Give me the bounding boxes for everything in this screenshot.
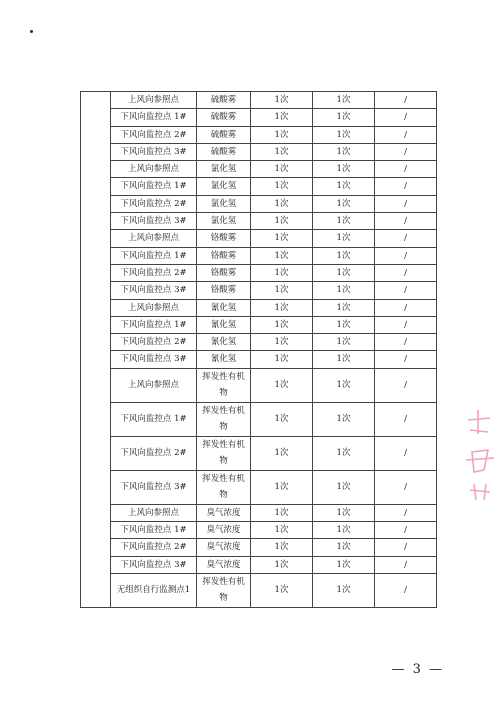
- monitoring-factor-cell: 氰化氢: [197, 334, 251, 351]
- frequency-cell: 1次: [251, 126, 313, 143]
- monitoring-factor-cell: 硫酸雾: [197, 109, 251, 126]
- monitoring-point-cell: 下风向监控点 2#: [111, 195, 197, 212]
- monitoring-factor-cell: 挥发性有机物: [197, 368, 251, 402]
- frequency-cell: 1次: [251, 282, 313, 299]
- monitoring-point-cell: 下风向监控点 1#: [111, 316, 197, 333]
- frequency-cell: 1次: [313, 402, 375, 436]
- table-row: [81, 368, 437, 402]
- note-cell: /: [375, 539, 437, 556]
- monitoring-factor-cell: 臭气浓度: [197, 556, 251, 573]
- monitoring-factor-cell: 氯化氢: [197, 161, 251, 178]
- table-row: [81, 213, 437, 230]
- monitoring-point-cell: 下风向监控点 2#: [111, 436, 197, 470]
- monitoring-point-cell: 下风向监控点 3#: [111, 143, 197, 160]
- page-number: — 3 —: [391, 662, 444, 677]
- monitoring-point-cell: 下风向监控点 3#: [111, 351, 197, 368]
- monitoring-point-cell: 下风向监控点 2#: [111, 126, 197, 143]
- frequency-cell: 1次: [313, 504, 375, 521]
- table-row: [81, 539, 437, 556]
- frequency-cell: 1次: [251, 402, 313, 436]
- frequency-cell: 1次: [251, 522, 313, 539]
- monitoring-factor-cell: 铬酸雾: [197, 247, 251, 264]
- note-cell: /: [375, 230, 437, 247]
- table-row: [81, 143, 437, 160]
- monitoring-factor-cell: 硫酸雾: [197, 126, 251, 143]
- frequency-cell: 1次: [313, 573, 375, 607]
- monitoring-point-cell: 上风向参照点: [111, 504, 197, 521]
- frequency-cell: 1次: [313, 230, 375, 247]
- note-cell: /: [375, 195, 437, 212]
- note-cell: /: [375, 213, 437, 230]
- note-cell: /: [375, 282, 437, 299]
- frequency-cell: 1次: [313, 92, 375, 109]
- frequency-cell: 1次: [313, 316, 375, 333]
- monitoring-factor-cell: 硫酸雾: [197, 143, 251, 160]
- monitoring-factor-cell: 臭气浓度: [197, 504, 251, 521]
- note-cell: /: [375, 264, 437, 281]
- monitoring-point-cell: 下风向监控点 3#: [111, 213, 197, 230]
- frequency-cell: 1次: [251, 264, 313, 281]
- frequency-cell: 1次: [313, 126, 375, 143]
- table-row: [81, 351, 437, 368]
- monitoring-point-cell: 上风向参照点: [111, 161, 197, 178]
- note-cell: /: [375, 178, 437, 195]
- monitoring-factor-cell: 硫酸雾: [197, 92, 251, 109]
- monitoring-factor-cell: 氯化氢: [197, 195, 251, 212]
- table-row: [81, 573, 437, 607]
- monitoring-factor-cell: 臭气浓度: [197, 522, 251, 539]
- frequency-cell: 1次: [313, 213, 375, 230]
- frequency-cell: 1次: [251, 161, 313, 178]
- monitoring-factor-cell: 挥发性有机物: [197, 470, 251, 504]
- frequency-cell: 1次: [313, 522, 375, 539]
- table-row: [81, 178, 437, 195]
- table-row: [81, 522, 437, 539]
- frequency-cell: 1次: [251, 368, 313, 402]
- monitoring-factor-cell: 挥发性有机物: [197, 573, 251, 607]
- note-cell: /: [375, 143, 437, 160]
- table-row: [81, 92, 437, 109]
- note-cell: /: [375, 92, 437, 109]
- table-row: [81, 402, 437, 436]
- table-row: [81, 334, 437, 351]
- monitoring-factor-cell: 氰化氢: [197, 299, 251, 316]
- table-row: [81, 126, 437, 143]
- monitoring-point-cell: 下风向监控点 2#: [111, 264, 197, 281]
- monitoring-point-cell: 下风向监控点 1#: [111, 178, 197, 195]
- frequency-cell: 1次: [251, 316, 313, 333]
- table-row: [81, 504, 437, 521]
- note-cell: /: [375, 368, 437, 402]
- frequency-cell: 1次: [251, 351, 313, 368]
- monitoring-table-body: [81, 92, 437, 608]
- monitoring-table: [80, 91, 437, 608]
- monitoring-point-cell: 上风向参照点: [111, 368, 197, 402]
- monitoring-factor-cell: 氯化氢: [197, 213, 251, 230]
- table-row: [81, 195, 437, 212]
- frequency-cell: 1次: [251, 299, 313, 316]
- monitoring-point-cell: 下风向监控点 2#: [111, 334, 197, 351]
- monitoring-factor-cell: 铬酸雾: [197, 264, 251, 281]
- frequency-cell: 1次: [313, 368, 375, 402]
- frequency-cell: 1次: [251, 92, 313, 109]
- table-row: [81, 470, 437, 504]
- frequency-cell: 1次: [313, 539, 375, 556]
- frequency-cell: 1次: [313, 470, 375, 504]
- note-cell: /: [375, 351, 437, 368]
- note-cell: /: [375, 299, 437, 316]
- frequency-cell: 1次: [251, 230, 313, 247]
- table-row: [81, 247, 437, 264]
- table-row: [81, 299, 437, 316]
- note-cell: /: [375, 504, 437, 521]
- monitoring-point-cell: 下风向监控点 3#: [111, 282, 197, 299]
- frequency-cell: 1次: [313, 195, 375, 212]
- monitoring-point-cell: 下风向监控点 1#: [111, 247, 197, 264]
- monitoring-point-cell: 上风向参照点: [111, 230, 197, 247]
- monitoring-factor-cell: 挥发性有机物: [197, 402, 251, 436]
- note-cell: /: [375, 334, 437, 351]
- note-cell: /: [375, 556, 437, 573]
- frequency-cell: 1次: [313, 143, 375, 160]
- frequency-cell: 1次: [313, 282, 375, 299]
- frequency-cell: 1次: [251, 573, 313, 607]
- table-row: [81, 264, 437, 281]
- frequency-cell: 1次: [251, 504, 313, 521]
- monitoring-factor-cell: 铬酸雾: [197, 282, 251, 299]
- note-cell: /: [375, 402, 437, 436]
- monitoring-factor-cell: 氯化氢: [197, 178, 251, 195]
- table-row: [81, 316, 437, 333]
- frequency-cell: 1次: [251, 539, 313, 556]
- frequency-cell: 1次: [251, 109, 313, 126]
- frequency-cell: 1次: [251, 470, 313, 504]
- frequency-cell: 1次: [251, 213, 313, 230]
- note-cell: /: [375, 109, 437, 126]
- monitoring-factor-cell: 挥发性有机物: [197, 436, 251, 470]
- note-cell: /: [375, 436, 437, 470]
- monitoring-point-cell: 下风向监控点 1#: [111, 522, 197, 539]
- group-cell: [81, 92, 111, 608]
- note-cell: /: [375, 161, 437, 178]
- table-row: [81, 282, 437, 299]
- frequency-cell: 1次: [313, 161, 375, 178]
- frequency-cell: 1次: [313, 178, 375, 195]
- frequency-cell: 1次: [313, 109, 375, 126]
- frequency-cell: 1次: [251, 247, 313, 264]
- monitoring-point-cell: 下风向监控点 3#: [111, 556, 197, 573]
- frequency-cell: 1次: [313, 334, 375, 351]
- monitoring-point-cell: 下风向监控点 2#: [111, 539, 197, 556]
- monitoring-point-cell: 下风向监控点 1#: [111, 402, 197, 436]
- frequency-cell: 1次: [251, 178, 313, 195]
- frequency-cell: 1次: [251, 556, 313, 573]
- note-cell: /: [375, 573, 437, 607]
- note-cell: /: [375, 316, 437, 333]
- monitoring-point-cell: 下风向监控点 3#: [111, 470, 197, 504]
- scan-dot: [30, 30, 33, 33]
- frequency-cell: 1次: [251, 143, 313, 160]
- monitoring-point-cell: 无组织自行监测点1: [111, 573, 197, 607]
- frequency-cell: 1次: [313, 436, 375, 470]
- note-cell: /: [375, 126, 437, 143]
- monitoring-point-cell: 上风向参照点: [111, 92, 197, 109]
- note-cell: /: [375, 522, 437, 539]
- frequency-cell: 1次: [251, 195, 313, 212]
- frequency-cell: 1次: [251, 436, 313, 470]
- frequency-cell: 1次: [313, 264, 375, 281]
- monitoring-factor-cell: 臭气浓度: [197, 539, 251, 556]
- note-cell: /: [375, 247, 437, 264]
- table-row: [81, 109, 437, 126]
- table-row: [81, 556, 437, 573]
- frequency-cell: 1次: [313, 556, 375, 573]
- frequency-cell: 1次: [251, 334, 313, 351]
- monitoring-factor-cell: 氰化氢: [197, 351, 251, 368]
- monitoring-point-cell: 上风向参照点: [111, 299, 197, 316]
- red-seal-stamp: [460, 400, 500, 520]
- frequency-cell: 1次: [313, 247, 375, 264]
- note-cell: /: [375, 470, 437, 504]
- monitoring-factor-cell: 铬酸雾: [197, 230, 251, 247]
- table-row: [81, 161, 437, 178]
- table-row: [81, 436, 437, 470]
- monitoring-factor-cell: 氰化氢: [197, 316, 251, 333]
- frequency-cell: 1次: [313, 299, 375, 316]
- table-row: [81, 230, 437, 247]
- monitoring-point-cell: 下风向监控点 1#: [111, 109, 197, 126]
- frequency-cell: 1次: [313, 351, 375, 368]
